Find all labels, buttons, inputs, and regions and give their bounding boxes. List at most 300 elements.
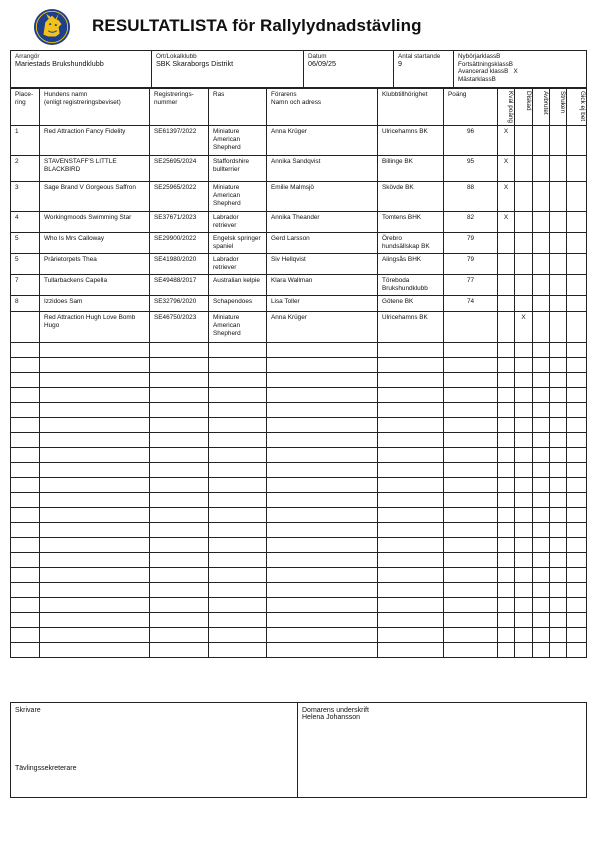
cell-empty [567, 296, 587, 312]
col-diskad: Diskad [515, 89, 533, 126]
cell-empty [150, 568, 209, 583]
cell-diskad [515, 296, 533, 312]
cell-diskad [515, 233, 533, 254]
cell-empty [515, 478, 533, 493]
cell-empty [150, 403, 209, 418]
cell-empty [550, 254, 567, 275]
cell-hund: Sage Brand V Gorgeous Saffron [40, 182, 150, 212]
cell-empty [515, 463, 533, 478]
cell-empty [378, 538, 444, 553]
cell-empty [498, 493, 515, 508]
cell-empty [550, 643, 567, 658]
cell-poang: 88 [444, 182, 498, 212]
table-row [11, 212, 587, 233]
cell-empty [40, 568, 150, 583]
col-klubb: Klubbtillhörighet [378, 89, 444, 126]
empty-row [11, 433, 587, 448]
cell-empty [209, 628, 267, 643]
cell-empty [378, 343, 444, 358]
empty-row [11, 343, 587, 358]
cell-empty [11, 373, 40, 388]
empty-row [11, 628, 587, 643]
cell-empty [11, 538, 40, 553]
cell-empty [550, 156, 567, 182]
skrivare-label: Skrivare [15, 707, 41, 714]
cell-empty [515, 403, 533, 418]
cell-empty [150, 628, 209, 643]
cell-empty [444, 613, 498, 628]
cell-empty [515, 508, 533, 523]
cell-diskad [515, 275, 533, 296]
cell-empty [533, 403, 550, 418]
cell-kval [498, 296, 515, 312]
cell-empty [444, 598, 498, 613]
col-hund: Hundens namn (enligt registreringsbeviset) [40, 89, 150, 126]
cell-empty [533, 156, 550, 182]
cell-empty [11, 523, 40, 538]
cell-empty [40, 343, 150, 358]
cell-poang: 82 [444, 212, 498, 233]
cell-empty [567, 358, 587, 373]
cell-plac: 2 [11, 156, 40, 182]
cell-forare: Klara Wallman [267, 275, 378, 296]
cell-empty [11, 478, 40, 493]
table-row [11, 233, 587, 254]
cell-hund: STAVENSTAFF'S LITTLE BLACKBIRD [40, 156, 150, 182]
cell-empty [567, 418, 587, 433]
cell-empty [11, 568, 40, 583]
cell-regnr: SE37671/2023 [150, 212, 209, 233]
cell-empty [533, 583, 550, 598]
table-row [11, 254, 587, 275]
arrangor-cell [11, 51, 152, 88]
ort-value: SBK Skaraborgs Distrikt [156, 59, 234, 69]
cell-forare: Annika Sandqvist [267, 156, 378, 182]
cell-empty [150, 613, 209, 628]
cell-empty [533, 613, 550, 628]
cell-empty [209, 403, 267, 418]
cell-empty [209, 388, 267, 403]
empty-row [11, 538, 587, 553]
cell-empty [11, 343, 40, 358]
cell-empty [11, 643, 40, 658]
cell-empty [533, 463, 550, 478]
cell-empty [515, 433, 533, 448]
cell-empty [498, 538, 515, 553]
cell-empty [267, 568, 378, 583]
cell-empty [444, 478, 498, 493]
cell-empty [533, 254, 550, 275]
cell-empty [11, 628, 40, 643]
skrivare-cell [11, 703, 298, 798]
cell-empty [550, 508, 567, 523]
cell-empty [150, 523, 209, 538]
cell-empty [498, 403, 515, 418]
class-nyborjar: NybörjarklassB [458, 53, 501, 60]
cell-empty [378, 448, 444, 463]
cell-empty [444, 448, 498, 463]
cell-forare: Siv Hellqvist [267, 254, 378, 275]
cell-empty [209, 598, 267, 613]
cell-empty [40, 598, 150, 613]
cell-diskad: X [515, 312, 533, 343]
cell-empty [515, 643, 533, 658]
cell-empty [209, 448, 267, 463]
cell-empty [567, 538, 587, 553]
cell-diskad [515, 182, 533, 212]
cell-empty [150, 418, 209, 433]
cell-poang: 77 [444, 275, 498, 296]
cell-empty [533, 296, 550, 312]
col-avbrutet: Avbrutet [533, 89, 550, 126]
cell-empty [567, 598, 587, 613]
cell-empty [550, 126, 567, 156]
cell-empty [40, 553, 150, 568]
antal-value: 9 [398, 59, 402, 69]
cell-empty [533, 418, 550, 433]
cell-empty [550, 433, 567, 448]
cell-klubb: Örebro hundsällskap BK [378, 233, 444, 254]
domare-label: Domarens underskrift [302, 707, 369, 714]
cell-empty [378, 553, 444, 568]
cell-poang: 74 [444, 296, 498, 312]
empty-row [11, 553, 587, 568]
empty-row [11, 358, 587, 373]
cell-empty [209, 643, 267, 658]
datum-cell [304, 51, 394, 88]
sekreterare-label: Tävlingssekreterare [15, 765, 77, 772]
cell-empty [209, 478, 267, 493]
cell-empty [567, 493, 587, 508]
cell-empty [515, 343, 533, 358]
table-row [11, 182, 587, 212]
cell-empty [498, 463, 515, 478]
ort-label: Ort/Lokalklubb [156, 53, 197, 60]
cell-empty [209, 508, 267, 523]
cell-regnr: SE29900/2022 [150, 233, 209, 254]
cell-empty [550, 212, 567, 233]
cell-empty [533, 126, 550, 156]
class-cell [454, 51, 587, 88]
cell-empty [267, 598, 378, 613]
cell-empty [209, 493, 267, 508]
cell-empty [378, 583, 444, 598]
cell-poang: 79 [444, 233, 498, 254]
cell-empty [150, 388, 209, 403]
signature-table [10, 702, 587, 798]
cell-empty [498, 373, 515, 388]
cell-empty [550, 613, 567, 628]
cell-klubb: Alingsås BHK [378, 254, 444, 275]
cell-empty [567, 613, 587, 628]
cell-ras: Australian kelpie [209, 275, 267, 296]
cell-empty [567, 553, 587, 568]
cell-diskad [515, 212, 533, 233]
cell-regnr: SE25965/2022 [150, 182, 209, 212]
cell-empty [150, 598, 209, 613]
cell-plac: 1 [11, 126, 40, 156]
cell-forare: Lisa Toller [267, 296, 378, 312]
cell-empty [378, 508, 444, 523]
cell-empty [567, 312, 587, 343]
cell-poang [444, 312, 498, 343]
cell-empty [498, 628, 515, 643]
cell-empty [40, 523, 150, 538]
club-logo [33, 8, 71, 46]
cell-empty [533, 448, 550, 463]
cell-empty [11, 613, 40, 628]
cell-empty [267, 478, 378, 493]
cell-kval: X [498, 126, 515, 156]
cell-empty [550, 553, 567, 568]
cell-empty [498, 583, 515, 598]
cell-empty [40, 358, 150, 373]
empty-row [11, 463, 587, 478]
cell-empty [550, 388, 567, 403]
cell-empty [567, 433, 587, 448]
cell-ras: Staffordshire bullterrier [209, 156, 267, 182]
cell-empty [378, 388, 444, 403]
class-mastar: MästarklassB [458, 75, 496, 83]
cell-empty [209, 553, 267, 568]
cell-empty [11, 418, 40, 433]
antal-cell [394, 51, 454, 88]
cell-ras: Miniature American Shepherd [209, 312, 267, 343]
cell-empty [150, 643, 209, 658]
cell-empty [11, 403, 40, 418]
cell-empty [498, 343, 515, 358]
col-regnr: Registrerings- nummer [150, 89, 209, 126]
cell-plac: 7 [11, 275, 40, 296]
cell-kval [498, 312, 515, 343]
cell-empty [40, 478, 150, 493]
cell-empty [11, 598, 40, 613]
cell-kval: X [498, 156, 515, 182]
cell-empty [550, 358, 567, 373]
domare-name: Helena Johansson [302, 714, 360, 721]
cell-empty [533, 358, 550, 373]
cell-diskad [515, 156, 533, 182]
cell-empty [267, 613, 378, 628]
cell-empty [550, 233, 567, 254]
cell-empty [533, 343, 550, 358]
cell-empty [209, 568, 267, 583]
cell-empty [567, 403, 587, 418]
cell-empty [515, 538, 533, 553]
cell-empty [550, 418, 567, 433]
cell-empty [267, 538, 378, 553]
empty-row [11, 643, 587, 658]
table-row [11, 156, 587, 182]
cell-empty [40, 508, 150, 523]
cell-plac: 8 [11, 296, 40, 312]
empty-row [11, 373, 587, 388]
cell-empty [40, 538, 150, 553]
cell-empty [150, 343, 209, 358]
cell-empty [267, 433, 378, 448]
cell-klubb: Tomtens BHK [378, 212, 444, 233]
cell-hund: Tullarbackens Capella [40, 275, 150, 296]
cell-empty [378, 418, 444, 433]
cell-empty [498, 613, 515, 628]
cell-empty [378, 463, 444, 478]
cell-empty [515, 388, 533, 403]
cell-klubb: Skövde BK [378, 182, 444, 212]
cell-empty [550, 598, 567, 613]
cell-empty [533, 478, 550, 493]
page-title: RESULTATLISTA för Rallylydnadstävling [92, 16, 422, 35]
cell-empty [444, 643, 498, 658]
cell-empty [567, 275, 587, 296]
cell-empty [150, 358, 209, 373]
cell-empty [515, 553, 533, 568]
cell-empty [40, 583, 150, 598]
cell-empty [567, 448, 587, 463]
cell-empty [444, 523, 498, 538]
cell-hund: Prärietorpets Thea [40, 254, 150, 275]
cell-empty [498, 433, 515, 448]
empty-row [11, 448, 587, 463]
cell-empty [40, 628, 150, 643]
empty-row [11, 583, 587, 598]
cell-empty [498, 553, 515, 568]
cell-empty [11, 448, 40, 463]
cell-empty [267, 643, 378, 658]
cell-empty [378, 613, 444, 628]
cell-empty [209, 358, 267, 373]
cell-empty [515, 613, 533, 628]
cell-klubb: Götene BK [378, 296, 444, 312]
cell-empty [444, 403, 498, 418]
cell-ras: Miniature American Shepherd [209, 126, 267, 156]
cell-empty [378, 628, 444, 643]
cell-empty [150, 478, 209, 493]
cell-empty [498, 643, 515, 658]
cell-empty [567, 156, 587, 182]
cell-regnr: SE25695/2024 [150, 156, 209, 182]
cell-empty [515, 448, 533, 463]
cell-empty [567, 478, 587, 493]
cell-empty [267, 463, 378, 478]
cell-empty [40, 448, 150, 463]
cell-empty [444, 418, 498, 433]
cell-empty [550, 373, 567, 388]
cell-empty [533, 182, 550, 212]
cell-empty [550, 523, 567, 538]
cell-empty [40, 418, 150, 433]
cell-empty [533, 233, 550, 254]
col-ras: Ras [209, 89, 267, 126]
arrangor-value: Mariestads Brukshundklubb [15, 59, 104, 69]
cell-empty [378, 478, 444, 493]
datum-label: Datum [308, 53, 327, 60]
cell-empty [567, 643, 587, 658]
cell-empty [150, 463, 209, 478]
cell-empty [515, 373, 533, 388]
col-ejgodkand: Gick ej bet [567, 89, 587, 126]
cell-empty [11, 493, 40, 508]
cell-regnr: SE41980/2020 [150, 254, 209, 275]
cell-empty [498, 478, 515, 493]
cell-hund: Red Attraction Hugh Love Bomb Hugo [40, 312, 150, 343]
cell-klubb: Ulricehamns BK [378, 312, 444, 343]
cell-empty [444, 628, 498, 643]
cell-empty [567, 343, 587, 358]
cell-forare: Anna Krüger [267, 312, 378, 343]
cell-empty [550, 628, 567, 643]
cell-hund: Izzidoes Sam [40, 296, 150, 312]
cell-empty [533, 523, 550, 538]
cell-empty [498, 418, 515, 433]
cell-empty [567, 628, 587, 643]
cell-empty [515, 418, 533, 433]
cell-empty [209, 433, 267, 448]
cell-plac: 3 [11, 182, 40, 212]
cell-empty [550, 583, 567, 598]
cell-empty [515, 358, 533, 373]
cell-forare: Gerd Larsson [267, 233, 378, 254]
cell-plac: 5 [11, 233, 40, 254]
table-row [11, 296, 587, 312]
cell-empty [150, 583, 209, 598]
cell-empty [498, 523, 515, 538]
cell-empty [209, 523, 267, 538]
cell-klubb: Ulricehamns BK [378, 126, 444, 156]
empty-row [11, 508, 587, 523]
cell-empty [378, 493, 444, 508]
results-table [10, 88, 587, 658]
cell-empty [567, 254, 587, 275]
cell-empty [267, 388, 378, 403]
cell-empty [444, 583, 498, 598]
cell-empty [40, 643, 150, 658]
cell-empty [267, 343, 378, 358]
cell-empty [444, 343, 498, 358]
cell-empty [533, 388, 550, 403]
cell-empty [11, 388, 40, 403]
cell-empty [567, 508, 587, 523]
cell-empty [267, 523, 378, 538]
cell-empty [444, 373, 498, 388]
cell-empty [11, 553, 40, 568]
cell-empty [378, 433, 444, 448]
cell-hund: Who Is Mrs Calloway [40, 233, 150, 254]
cell-empty [515, 568, 533, 583]
cell-empty [550, 343, 567, 358]
cell-empty [150, 448, 209, 463]
empty-row [11, 403, 587, 418]
cell-empty [444, 433, 498, 448]
class-avancerad: Avancerad klassB X [458, 68, 518, 76]
cell-hund: Red Attraction Fancy Fidelity [40, 126, 150, 156]
cell-empty [378, 403, 444, 418]
cell-empty [533, 312, 550, 343]
cell-empty [567, 212, 587, 233]
cell-diskad [515, 254, 533, 275]
cell-empty [11, 508, 40, 523]
empty-row [11, 568, 587, 583]
cell-diskad [515, 126, 533, 156]
cell-empty [567, 126, 587, 156]
cell-empty [150, 433, 209, 448]
cell-forare: Annika Theander [267, 212, 378, 233]
cell-empty [267, 448, 378, 463]
cell-empty [533, 493, 550, 508]
cell-empty [267, 628, 378, 643]
cell-empty [533, 568, 550, 583]
cell-empty [378, 643, 444, 658]
class-fortsattning: FortsättningsklassB [458, 60, 513, 68]
